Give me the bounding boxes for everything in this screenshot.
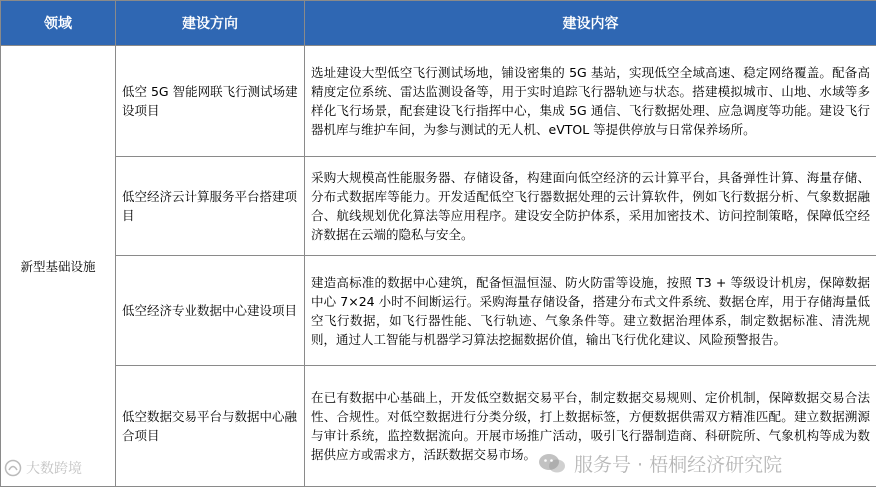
watermark-right (538, 450, 782, 477)
header-direction: 建设方向 (116, 1, 305, 46)
content-cell: 选址建设大型低空飞行测试场地，铺设密集的 5G 基站，实现低空全域高速、稳定网络覆盖。配备高精度定位系统、雷达监测设备等，用于实时追踪飞行器轨迹与状态。搭建模拟城市、山地、水域等多样化飞行场景，配套建设飞行指挥中心，集成 5G 通信、飞行数据处理、应急调度等功能。建设飞行器机库与维护车间，为参与测试的无人机、eVTOL 等提供停放与日常保养场所。 (305, 46, 876, 157)
direction-cell: 低空数据交易平台与数据中心融合项目 (116, 366, 305, 487)
watermark-right-text: 服务号 · 梧桐经济研究院 (574, 454, 783, 476)
wechat-icon (538, 453, 566, 475)
domain-cell: 新型基础设施 (1, 46, 116, 487)
content-cell: 采购大规模高性能服务器、存储设备，构建面向低空经济的云计算平台，具备弹性计算、海量存储、分布式数据库等能力。开发适配低空飞行器数据处理的云计算软件，例如飞行数据分析、气象数据融合、航线规划优化算法等应用程序。建设安全防护体系，采用加密技术、访问控制策略，保障低空经济数据在云端的隐私与安全。 (305, 157, 876, 256)
content-cell: 建造高标准的数据中心建筑，配备恒温恒湿、防火防雷等设施，按照 T3 + 等级设计机房，保障数据中心 7×24 小时不间断运行。采购海量存储设备，搭建分布式文件系统、数据仓库，用于存储海量低空飞行数据，如飞行器性能、飞行轨迹、气象条件等。建立数据治理体系，制定数据标准、清洗规则，通过人工智能与机器学习算法挖掘数据价值，输出飞行优化建议、风险预警报告。 (305, 256, 876, 366)
header-content: 建设内容 (305, 1, 876, 46)
table-row (1, 157, 876, 256)
table-row (1, 256, 876, 366)
table-row (1, 46, 876, 157)
watermark-left-text: 大数跨境 (26, 461, 82, 477)
direction-cell: 低空 5G 智能网联飞行测试场建设项目 (116, 46, 305, 157)
direction-cell: 低空经济专业数据中心建设项目 (116, 256, 305, 366)
logo-icon (4, 459, 22, 477)
table-header-row (1, 1, 876, 46)
direction-cell: 低空经济云计算服务平台搭建项目 (116, 157, 305, 256)
header-domain: 领域 (1, 1, 116, 46)
content-cell: 在已有数据中心基础上，开发低空数据交易平台，制定数据交易规则、定价机制，保障数据交易合法性、合规性。对低空数据进行分类分级，打上数据标签，方便数据供需双方精准匹配。建立数据溯源与审计系统，监控数据流向。开展市场推广活动，吸引飞行器制造商、科研院所、气象机构等成为数据供应方或需求方，活跃数据交易市场。 (305, 366, 876, 487)
watermark-left (4, 458, 82, 478)
